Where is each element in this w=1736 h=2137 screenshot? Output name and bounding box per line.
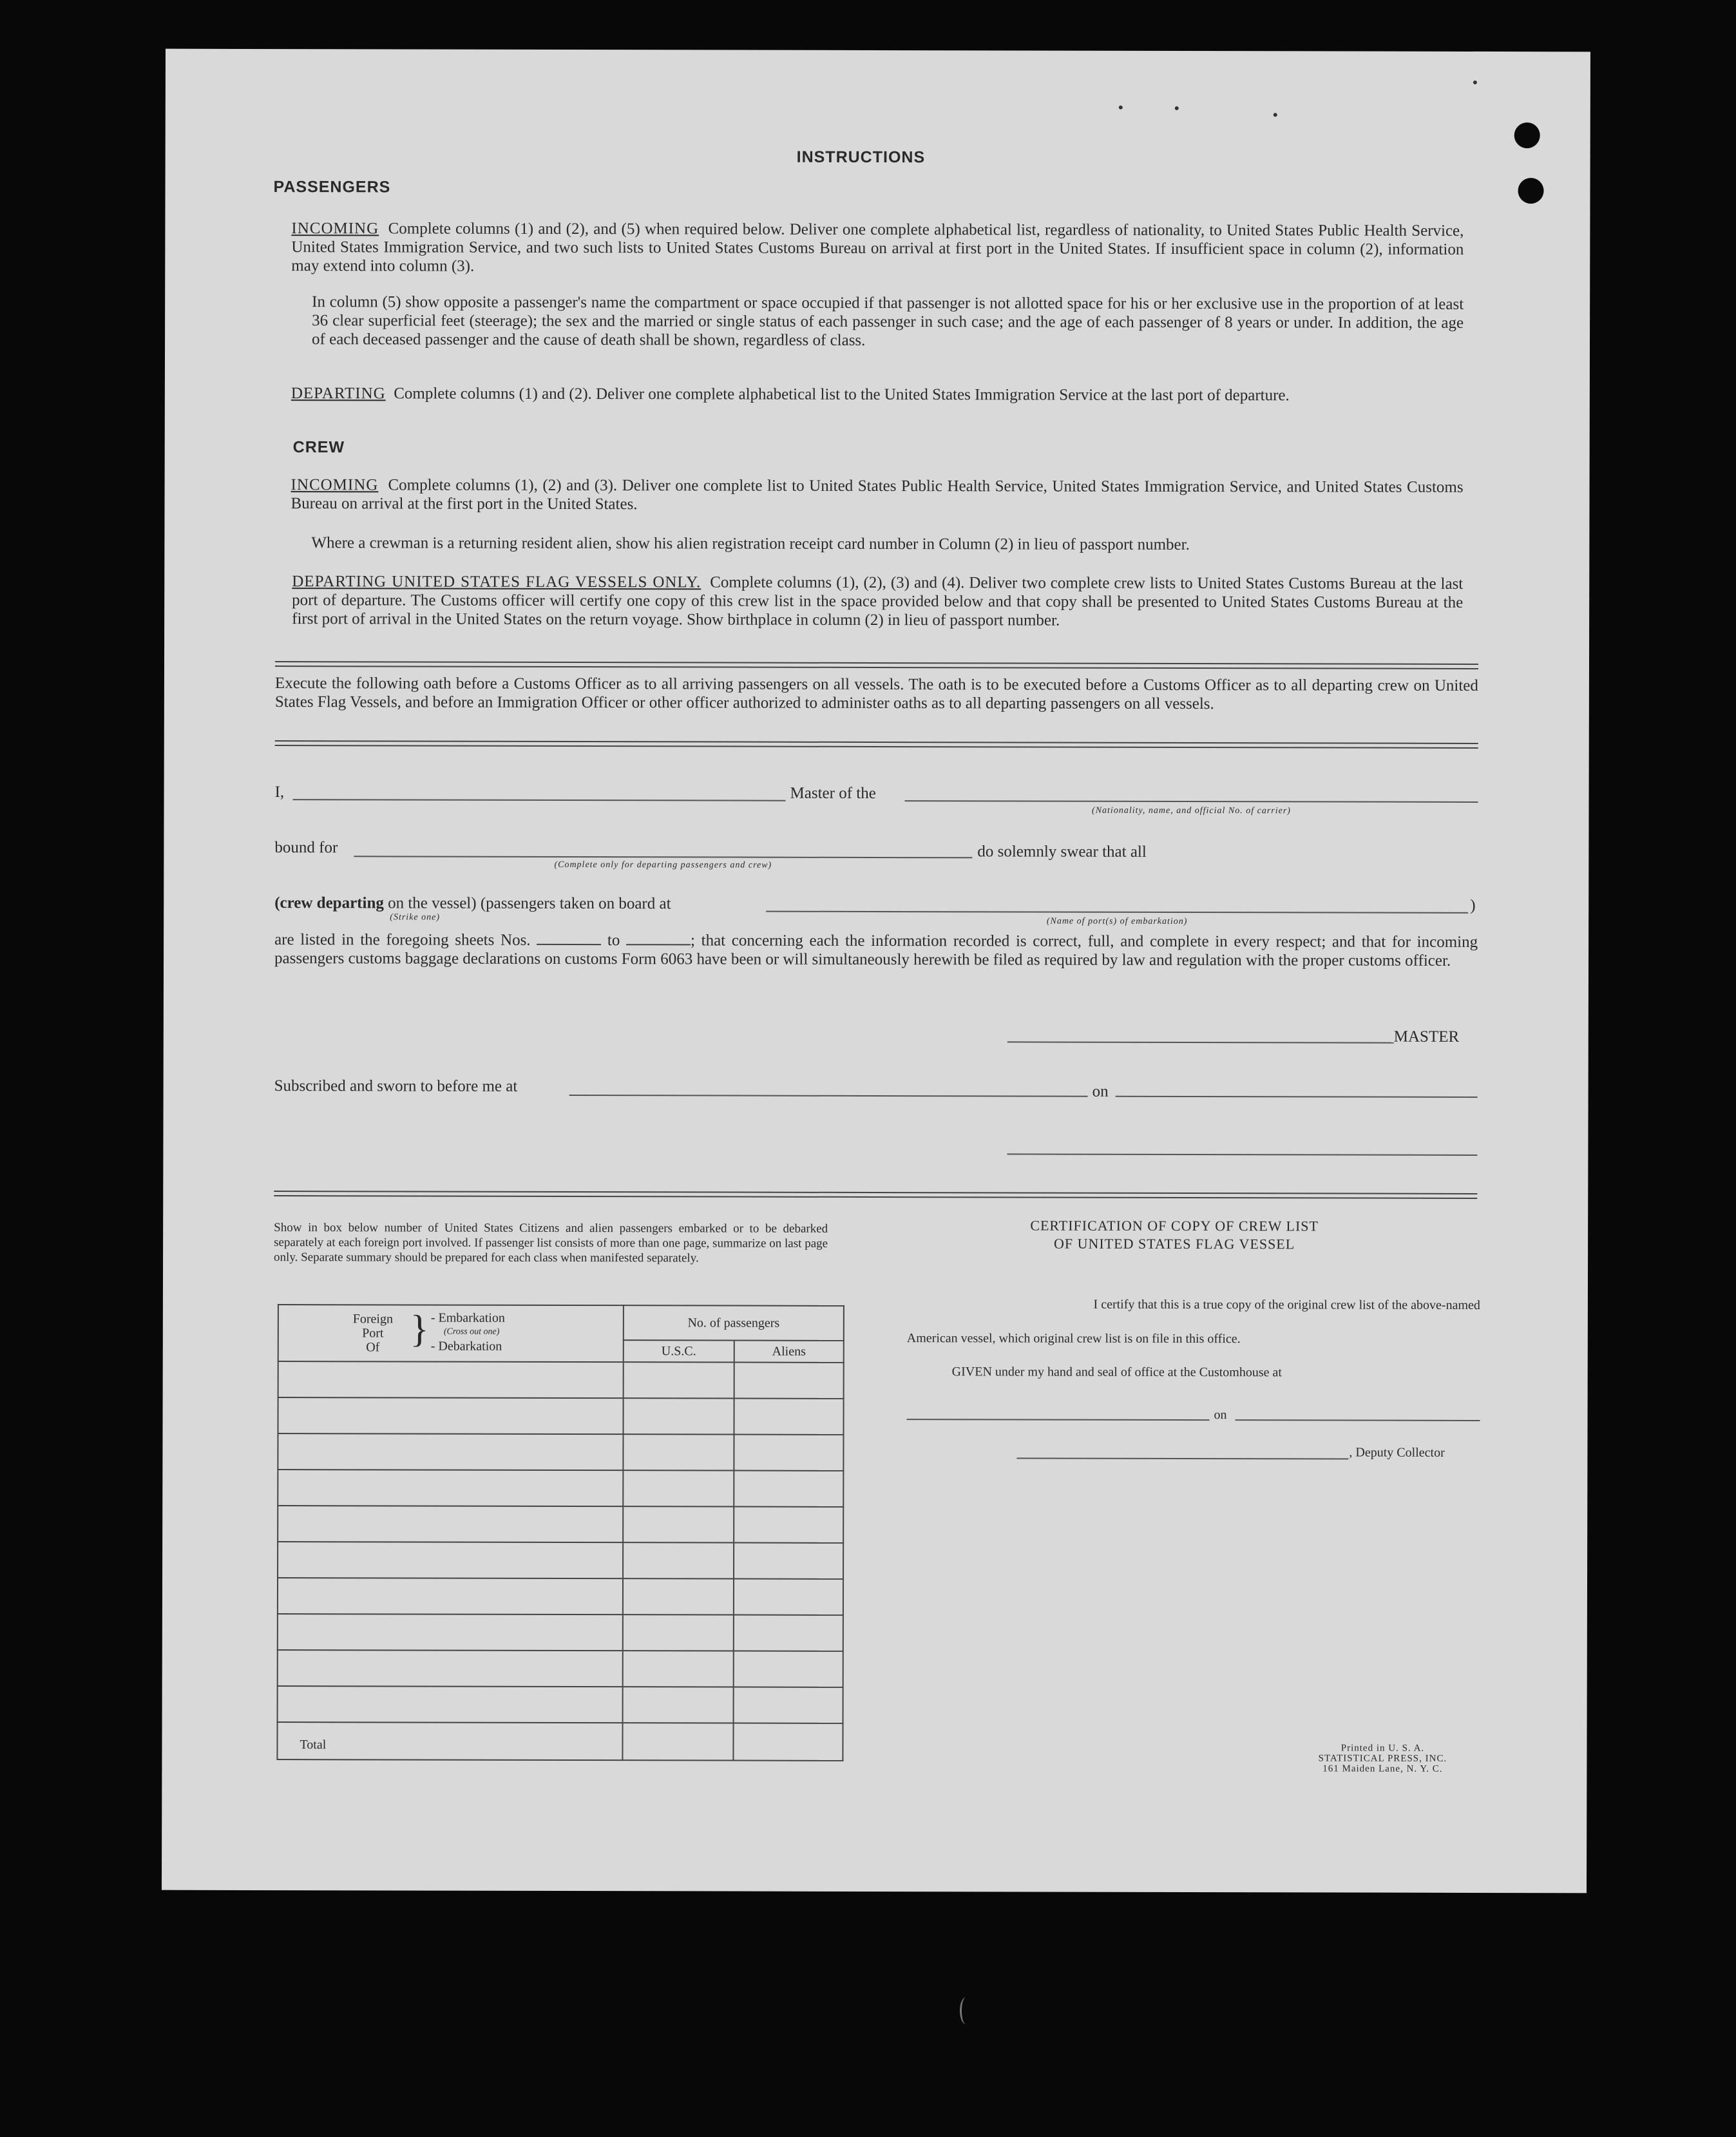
usc-cell[interactable] [623, 1651, 734, 1687]
passenger-summary-table [276, 1304, 844, 1761]
table-row [278, 1433, 843, 1471]
usc-header: U.S.C. [624, 1340, 734, 1362]
usc-cell[interactable] [623, 1398, 734, 1434]
crew-heading: CREW [292, 438, 345, 457]
summary-instructions: Show in box below number of United States Citizens and alien passengers embarked or to be debarked separately at each foreign port involved. If passenger list consists of more than one page, summarize on last page only. Separate summary should be prepared for each class when manifested separately. [274, 1221, 828, 1265]
carrier-field[interactable] [905, 800, 1478, 803]
certification-title [955, 1216, 1393, 1253]
crew-incoming-text: Complete columns (1), (2) and (3). Deliver one complete list to United States Public Health Service, United States Immigration Service, and United States Customs Bureau on arrival at the first port in the United States. [291, 476, 1464, 513]
crew-departing-paragraph [292, 572, 1463, 631]
deputy-signature-line[interactable] [1016, 1457, 1348, 1459]
usc-cell[interactable] [623, 1578, 734, 1615]
customhouse-field[interactable] [907, 1419, 1210, 1421]
crew-incoming-label: INCOMING [291, 476, 379, 494]
close-paren: ) [1470, 896, 1476, 914]
passengers-heading: PASSENGERS [273, 178, 391, 196]
table-row [278, 1397, 843, 1435]
certification-line2: American vessel, which original crew list is on file in this office. [906, 1331, 1241, 1346]
embarkation-port-field[interactable] [766, 911, 1468, 914]
bound-for-field[interactable] [354, 856, 972, 858]
table-row [278, 1361, 844, 1399]
crew-departing-text: Complete columns (1), (2), (3) and (4). Deliver two complete crew lists to United States Customs Bureau at the last port of departure. The Customs officer will certify one copy of this crew list in the space provided below and that copy shall be presented to United States Customs Bureau at the first port of arrival in the United States on the return voyage. Show birthplace in column (2) in lieu of passport number. [292, 573, 1464, 629]
sheet-from-field[interactable] [537, 931, 601, 945]
table-row [278, 1506, 843, 1543]
aliens-header: Aliens [734, 1341, 844, 1363]
printer-imprint [1276, 1743, 1489, 1774]
port-cell[interactable] [278, 1686, 623, 1723]
crew-incoming-paragraph [291, 475, 1463, 515]
passengers-departing-label: DEPARTING [291, 385, 386, 403]
no-of-passengers-header: No. of passengers [624, 1305, 844, 1341]
port-cell[interactable] [278, 1470, 623, 1506]
speck [1175, 106, 1179, 110]
aliens-cell[interactable] [734, 1435, 843, 1471]
section-rule [275, 740, 1478, 749]
sheet-to-field[interactable] [626, 931, 691, 945]
table-row [278, 1470, 843, 1507]
passengers-incoming-label: INCOMING [291, 220, 379, 238]
bound-for-caption: (Complete only for departing passengers and crew) [554, 859, 772, 870]
port-cell[interactable] [278, 1433, 623, 1470]
aliens-cell[interactable] [734, 1687, 843, 1723]
bound-for-label: bound for [274, 839, 338, 857]
imprint-line1: Printed in U. S. A. [1340, 1743, 1425, 1754]
punch-hole-bottom [1518, 178, 1543, 204]
passengers-departing-text: Complete columns (1) and (2). Deliver one complete alphabetical list to the United States Immigration Service at the last port of departure. [394, 385, 1290, 405]
port-cell[interactable] [278, 1614, 623, 1651]
sworn-date-field[interactable] [1116, 1096, 1478, 1098]
section-rule [275, 661, 1478, 669]
crew-departing-option[interactable]: (crew departing [274, 894, 384, 912]
stray-mark [960, 1997, 972, 2024]
passengers-departing-paragraph [291, 384, 1464, 405]
oath-i-label: I, [274, 783, 285, 801]
total-label: Total [277, 1722, 622, 1760]
listed-in-text: are listed in the foregoing sheets Nos. [274, 931, 531, 949]
speck [1273, 113, 1277, 117]
foreign-port-of-label: Foreign Port Of [352, 1312, 393, 1355]
master-label: MASTER [1393, 1028, 1460, 1046]
imprint-line2: STATISTICAL PRESS, INC. [1318, 1753, 1447, 1764]
oath-strike-line [274, 894, 671, 913]
listed-rest-text: ; that concerning each the information recorded is correct, full, and complete in every respect; and that for incoming passengers customs baggage declarations on customs Form 6063 have been or will simultaneously herewith be filed as required by law and regulation with the proper customs officer. [274, 932, 1478, 970]
usc-cell[interactable] [623, 1506, 734, 1542]
crew-resident-paragraph: Where a crewman is a returning resident alien, show his alien registration receipt card number in Column (2) in lieu of passport number. [311, 534, 1190, 554]
form-sheet [162, 49, 1590, 1893]
usc-cell[interactable] [623, 1542, 734, 1578]
aliens-cell[interactable] [734, 1363, 844, 1399]
aliens-cell[interactable] [734, 1615, 843, 1651]
table-row [278, 1650, 843, 1687]
aliens-cell[interactable] [734, 1543, 843, 1579]
aliens-cell[interactable] [734, 1579, 843, 1615]
sworn-place-field[interactable] [569, 1095, 1088, 1097]
carrier-caption: (Nationality, name, and official No. of carrier) [1092, 805, 1292, 816]
passengers-col5-paragraph: In column (5) show opposite a passenger's name the compartment or space occupied if that passenger is not allotted space for his or her exclusive use in the proportion of at least 36 clear superficial feet (steerage); the sex and the married or single status of each passenger in such case; and the age of each passenger of 8 years or under. In addition, the age of each deceased passenger and the cause of death shall be shown, regardless of class. [312, 293, 1464, 349]
certification-on-label: on [1214, 1408, 1227, 1423]
to-text: to [607, 932, 620, 950]
embarkation-option[interactable]: - Embarkation [430, 1310, 505, 1325]
swear-text: do solemnly swear that all [977, 843, 1147, 861]
deputy-collector-label: , Deputy Collector [1349, 1445, 1445, 1460]
punch-hole-top [1514, 122, 1540, 148]
officer-signature-line[interactable] [1007, 1153, 1477, 1156]
certification-title-line2: OF UNITED STATES FLAG VESSEL [1053, 1235, 1295, 1252]
port-cell[interactable] [278, 1361, 624, 1398]
port-cell[interactable] [278, 1578, 623, 1615]
certification-line1: I certify that this is a true copy of the original crew list of the above-named [1093, 1297, 1480, 1312]
instructions-heading: INSTRUCTIONS [796, 148, 926, 167]
port-cell[interactable] [278, 1650, 623, 1687]
strike-one-caption: (Strike one) [390, 912, 441, 923]
ports-caption: (Name of port(s) of embarkation) [1046, 916, 1188, 927]
listed-paragraph [274, 930, 1478, 970]
aliens-cell[interactable] [734, 1651, 843, 1687]
aliens-cell[interactable] [734, 1471, 843, 1507]
imprint-line3: 161 Maiden Lane, N. Y. C. [1322, 1763, 1443, 1774]
certification-date-field[interactable] [1235, 1419, 1480, 1421]
passengers-incoming-paragraph [291, 219, 1464, 278]
usc-cell[interactable] [623, 1434, 734, 1470]
usc-cell[interactable] [623, 1470, 734, 1506]
certification-title-line1: CERTIFICATION OF COPY OF CREW LIST [1030, 1217, 1319, 1234]
port-cell[interactable] [278, 1397, 623, 1434]
table-row [278, 1542, 843, 1579]
cross-out-caption: (Cross out one) [443, 1327, 500, 1337]
usc-cell[interactable] [623, 1615, 734, 1651]
aliens-cell[interactable] [734, 1507, 843, 1543]
table-row [278, 1614, 843, 1651]
speck [1473, 81, 1477, 84]
master-signature-line[interactable] [1007, 1041, 1394, 1043]
crew-departing-label: DEPARTING UNITED STATES FLAG VESSELS ONLY. [292, 573, 701, 591]
total-row [277, 1722, 843, 1761]
table-row [278, 1578, 843, 1615]
speck [1119, 106, 1123, 110]
section-rule [274, 1191, 1477, 1199]
total-aliens-cell[interactable] [733, 1723, 843, 1761]
passengers-taken-option[interactable]: (passengers taken on board at [480, 894, 671, 913]
on-the-vessel-text: on the vessel) [388, 894, 477, 912]
passengers-incoming-text: Complete columns (1) and (2), and (5) when required below. Deliver one complete alphabetical list, regardless of nationality, to United States Public Health Service, United States Immigration Service, and two such lists to United States Customs Bureau on arrival at first port in the United States. If insufficient space in column (2), information may extend into column (3). [291, 220, 1464, 275]
master-of-the-label: Master of the [790, 784, 876, 802]
table-row [278, 1686, 843, 1723]
certification-line3: GIVEN under my hand and seal of office at the Customhouse at [951, 1365, 1283, 1380]
master-name-field[interactable] [293, 799, 786, 801]
total-usc-cell[interactable] [622, 1723, 733, 1760]
usc-cell[interactable] [624, 1362, 734, 1398]
oath-intro-paragraph: Execute the following oath before a Customs Officer as to all arriving passengers on all vessels. The oath is to be executed before a Customs Officer as to all departing crew on United States Flag Vessels, and before an Immigration Officer or other officer authorized to administer oaths as to all departing passengers on all vessels. [274, 675, 1478, 713]
aliens-cell[interactable] [734, 1399, 843, 1435]
usc-cell[interactable] [623, 1687, 734, 1723]
debarkation-option[interactable]: - Debarkation [430, 1339, 502, 1354]
port-cell[interactable] [278, 1542, 623, 1578]
subscribed-label: Subscribed and sworn to before me at [274, 1077, 518, 1095]
port-cell[interactable] [278, 1506, 623, 1542]
brace-glyph: } [410, 1307, 429, 1350]
sworn-on-label: on [1092, 1082, 1109, 1100]
port-header-cell [278, 1305, 624, 1362]
